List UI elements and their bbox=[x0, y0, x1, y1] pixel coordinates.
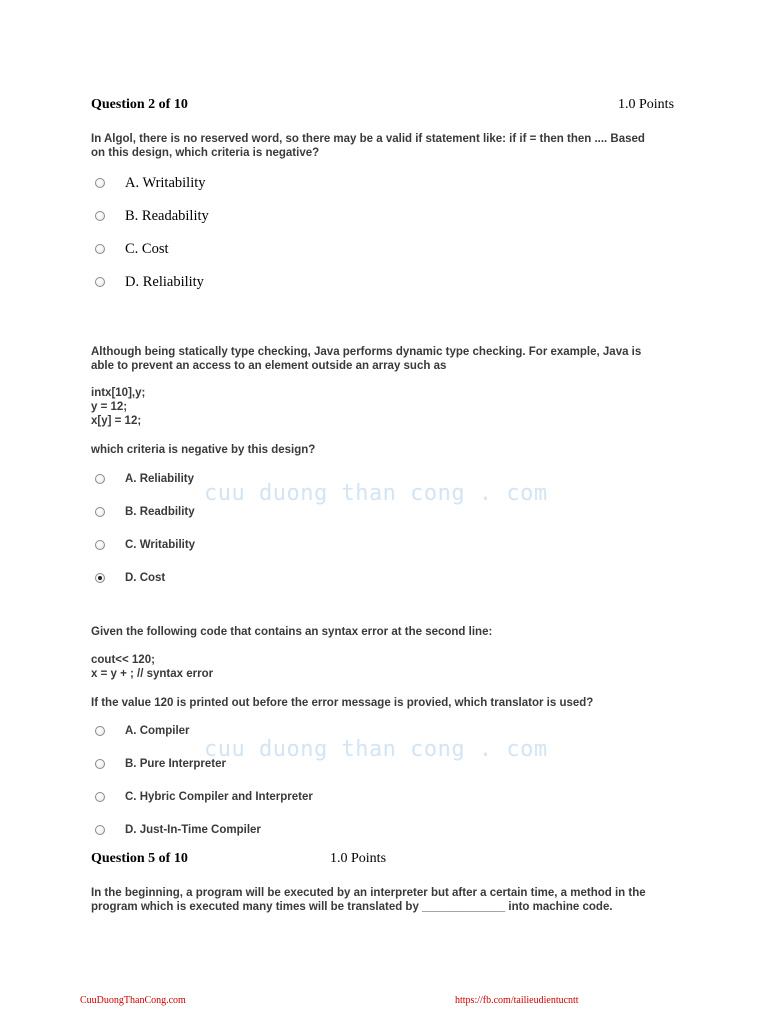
watermark-text: cuu duong than cong . com bbox=[204, 737, 548, 762]
question-3-text: Although being statically type checking, Java performs dynamic type checking. For example, Java is able to prevent an access to an element outside an array such as bbox=[91, 346, 642, 372]
question-4-code: cout<< 120; x = y + ; // syntax error bbox=[91, 654, 214, 680]
question-3-code: intx[10],y; y = 12; x[y] = 12; bbox=[91, 387, 146, 427]
q4-option-a-label: A. Compiler bbox=[125, 725, 190, 737]
question-2-points: 1.0 Points bbox=[618, 97, 675, 112]
q3-option-c-label: C. Writability bbox=[125, 539, 196, 551]
radio-button[interactable] bbox=[95, 759, 105, 769]
q2-option-b-label: B. Readability bbox=[125, 208, 209, 224]
radio-button-selected[interactable] bbox=[95, 573, 105, 583]
q4-option-c-label: C. Hybric Compiler and Interpreter bbox=[125, 791, 313, 803]
radio-button[interactable] bbox=[95, 244, 105, 254]
q3-option-b-label: B. Readbility bbox=[125, 506, 195, 518]
question-3-prompt: which criteria is negative by this design? bbox=[91, 444, 316, 456]
question-2-text: In Algol, there is no reserved word, so there may be a valid if statement like: if if = then then .... Based on this design, which criteria is negative? bbox=[91, 133, 645, 159]
question-5-header: Question 5 of 10 bbox=[91, 851, 188, 866]
footer-left-link[interactable]: CuuDuongThanCong.com bbox=[80, 995, 186, 1006]
radio-button[interactable] bbox=[95, 540, 105, 550]
q4-option-d-label: D. Just-In-Time Compiler bbox=[125, 824, 261, 836]
q2-option-a-label: A. Writability bbox=[125, 175, 206, 191]
watermark-text: cuu duong than cong . com bbox=[204, 481, 548, 506]
q3-option-d-label: D. Cost bbox=[125, 572, 166, 584]
question-2-header: Question 2 of 10 bbox=[91, 97, 188, 112]
radio-button[interactable] bbox=[95, 507, 105, 517]
radio-button[interactable] bbox=[95, 474, 105, 484]
radio-button[interactable] bbox=[95, 825, 105, 835]
radio-button[interactable] bbox=[95, 211, 105, 221]
q4-option-b-label: B. Pure Interpreter bbox=[125, 758, 226, 770]
footer-right-link[interactable]: https://fb.com/tailieudientucntt bbox=[455, 995, 579, 1006]
q3-option-a-label: A. Reliability bbox=[125, 473, 195, 485]
radio-button[interactable] bbox=[95, 178, 105, 188]
radio-button[interactable] bbox=[95, 726, 105, 736]
question-4-text: Given the following code that contains an syntax error at the second line: bbox=[91, 626, 493, 638]
question-5-text: In the beginning, a program will be executed by an interpreter but after a certain time, a method in the program which is executed many times will be translated by _____________ into machine code. bbox=[91, 887, 646, 913]
radio-button[interactable] bbox=[95, 277, 105, 287]
q2-option-c-label: C. Cost bbox=[125, 241, 169, 257]
question-5-points: 1.0 Points bbox=[330, 851, 387, 866]
question-4-prompt: If the value 120 is printed out before the error message is provied, which translator is used? bbox=[91, 697, 594, 709]
q2-option-d-label: D. Reliability bbox=[125, 274, 204, 290]
radio-button[interactable] bbox=[95, 792, 105, 802]
